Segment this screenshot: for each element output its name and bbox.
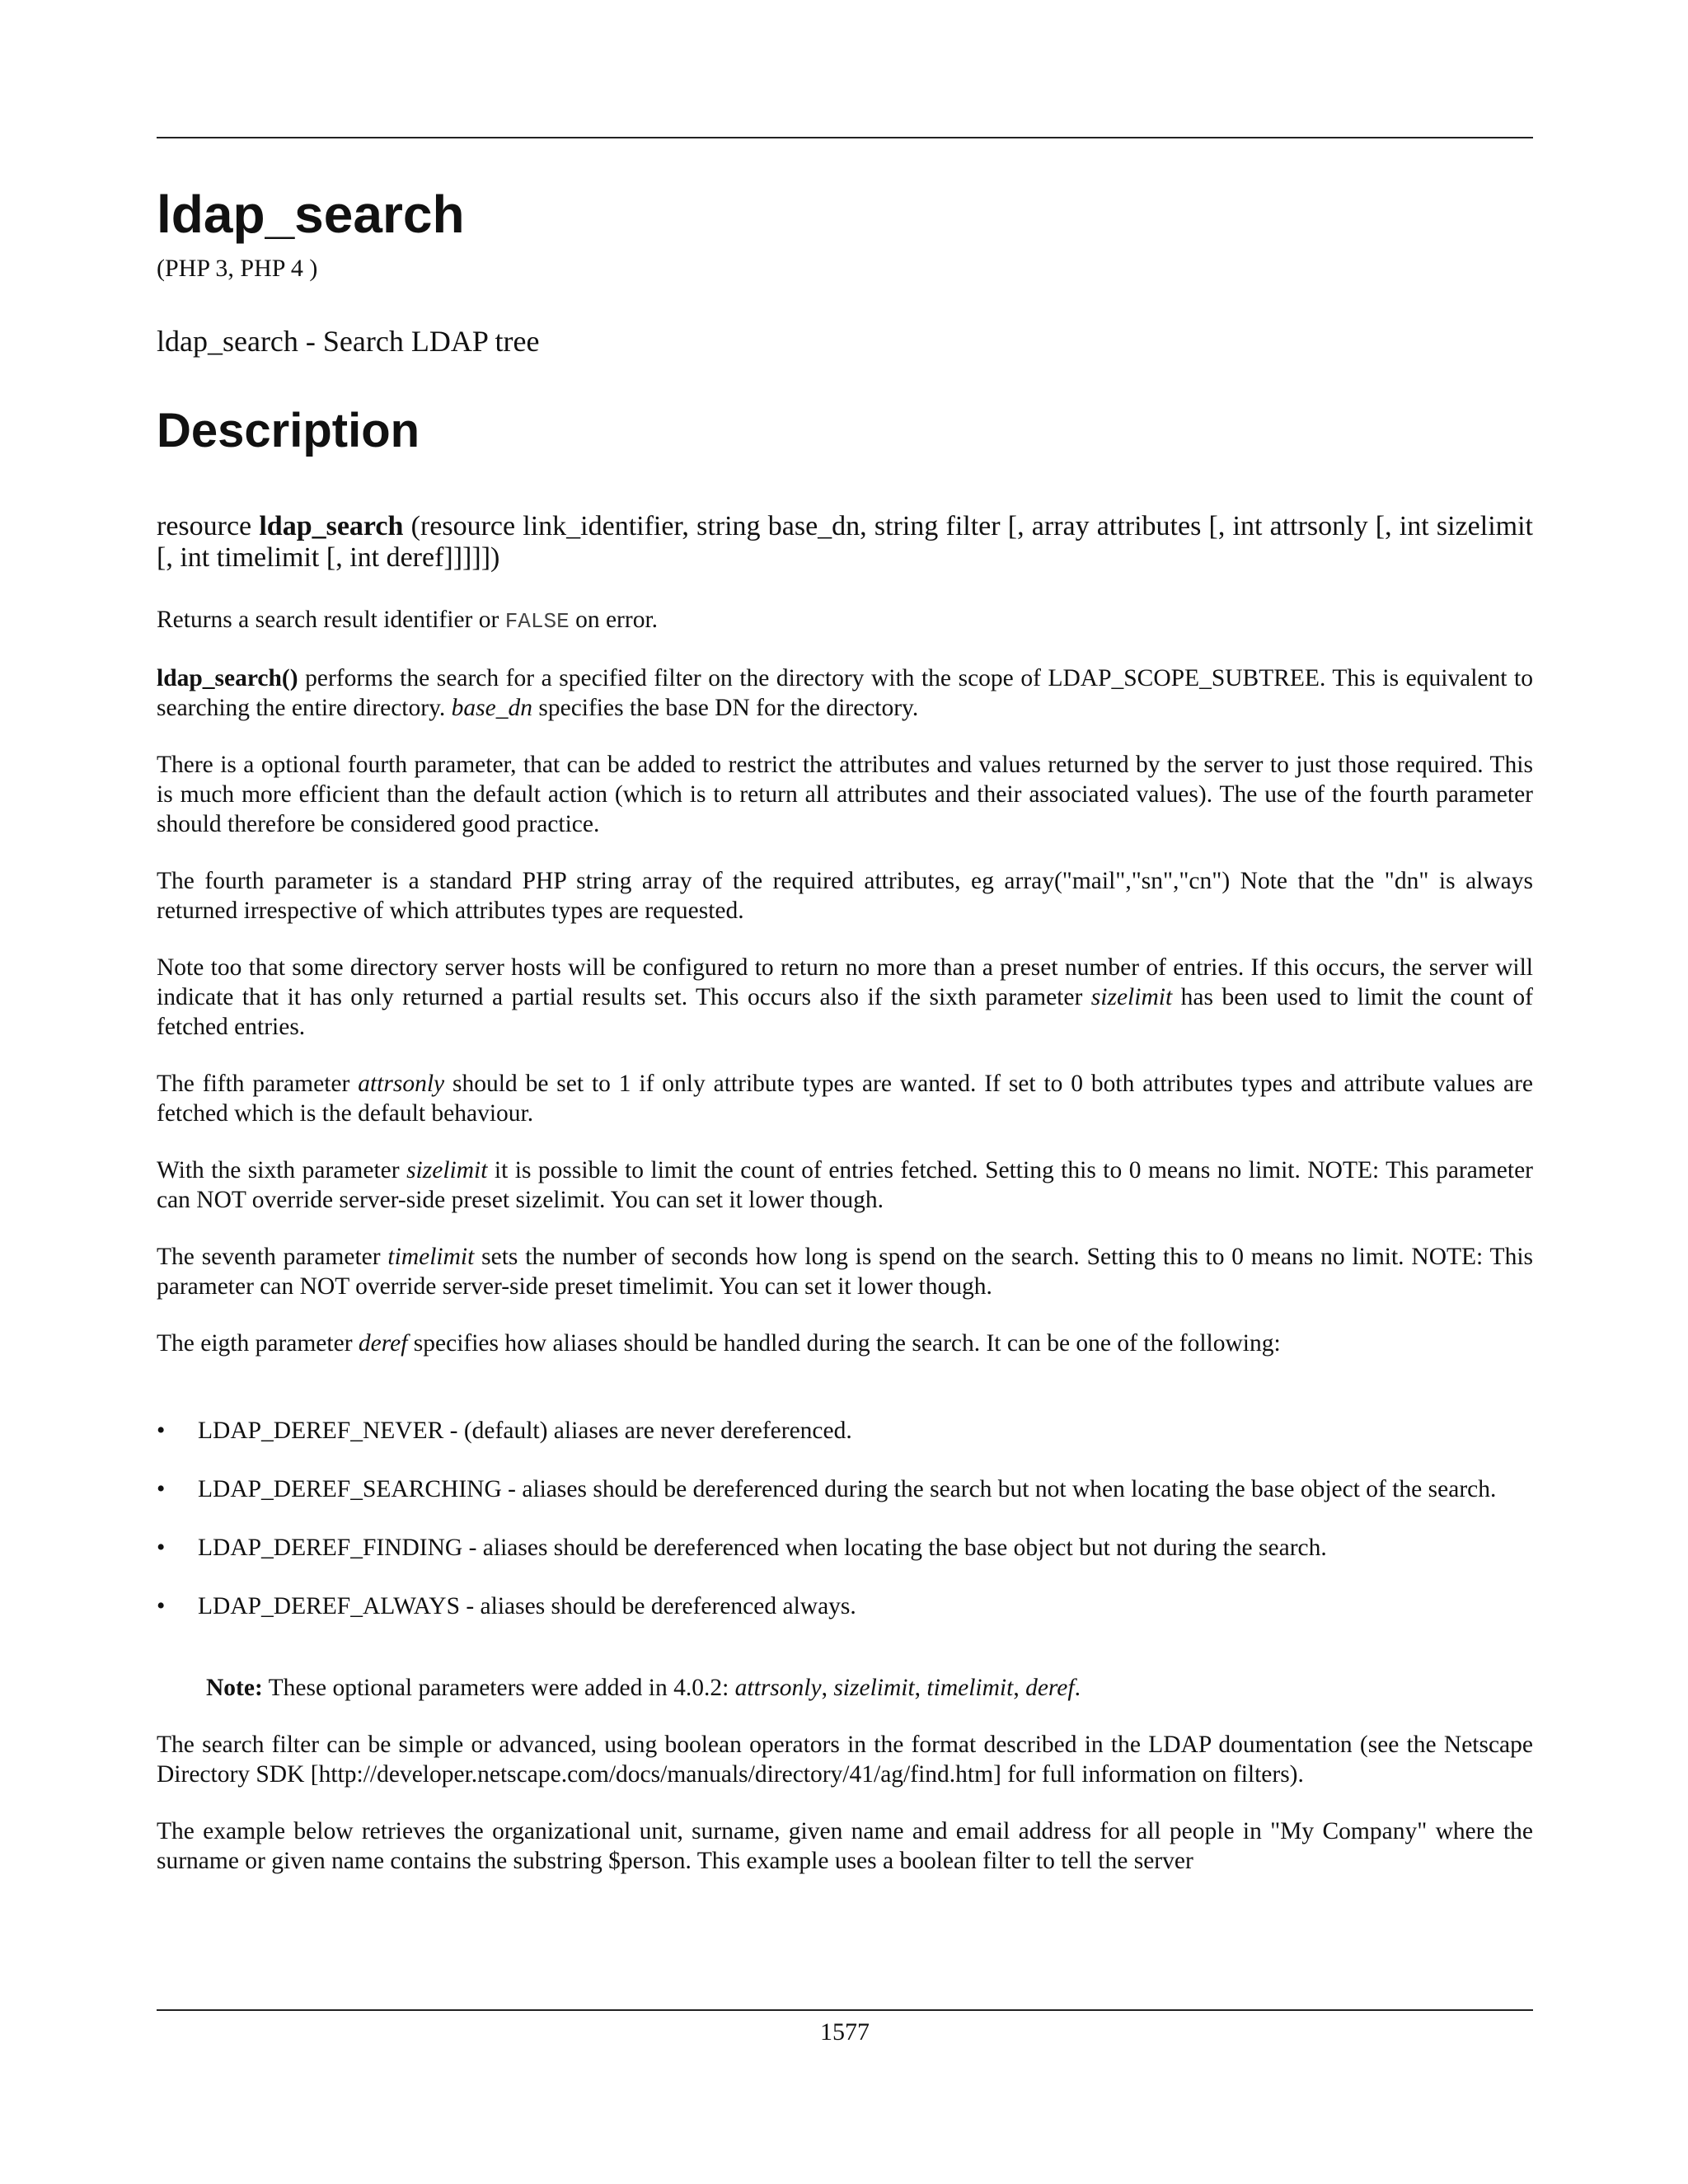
paragraph-sizelimit [157,1155,1533,1215]
param-timelimit: timelimit [387,1244,475,1270]
returns-text-end: on error. [569,607,659,633]
note-end: . [1074,1675,1081,1701]
refname-summary: ldap_search - Search LDAP tree [157,325,540,358]
note-text: These optional parameters were added in 4.0.2: [262,1675,735,1701]
list-item-text: LDAP_DEREF_NEVER - (default) aliases are never dereferenced. [198,1418,852,1444]
paragraph-text: Note too that some directory server hosts will be configured to return no more than a preset number of entries. If this occurs, the server will indicate that it has only returned a partial results set. This occurs also if the sixth parameter [157,954,1533,1010]
deref-options-list [157,1416,1533,1621]
paragraph-text: should be set to 1 if only attribute types are wanted. If set to 0 both attributes types and attribute values are fetched which is the default behaviour. [157,1071,1533,1127]
function-synopsis [157,511,1533,574]
paragraph-text: sets the number of seconds how long is spend on the search. Setting this to 0 means no limit. NOTE: This parameter can NOT override server-side preset timelimit. You can set it lower though. [157,1244,1533,1300]
paragraph-text: performs the search for a specified filter on the directory with the scope of LDAP_SCOPE_SUBTREE. This is equivalent to searching the entire directory. [157,665,1533,721]
paragraph-text: The seventh parameter [157,1244,388,1270]
paragraph-deref [157,1329,1533,1358]
paragraph-search-filter: The search filter can be simple or advanced, using boolean operators in the format described in the LDAP doumentation (see the Netscape Directory SDK [http://developer.netscape.com/docs/manuals/directory/41/ag/find.htm] for full information on filters). [157,1732,1533,1788]
false-constant: FALSE [504,609,570,634]
paragraph-text: specifies how aliases should be handled during the search. It can be one of the following: [407,1330,1281,1357]
bullet-icon: • [157,1418,166,1444]
returns-text: Returns a search result identifier or [157,607,505,633]
param-base-dn: base_dn [451,695,532,721]
description-body [157,605,1533,1903]
function-ref: ldap_search() [157,665,298,691]
paragraph-example-intro: The example below retrieves the organizational unit, surname, given name and email address for all people in "My Company" where the surname or given name contains the substring $person. This example uses a boolean filter to tell the server [157,1818,1533,1874]
list-item [157,1474,1533,1504]
paragraph-text: With the sixth parameter [157,1157,407,1183]
page-number: 1577 [820,2018,870,2046]
returns-paragraph [157,605,1533,636]
paragraph-scope [157,663,1533,723]
list-item [157,1416,1533,1446]
paragraph-fourth-param: There is a optional fourth parameter, that can be added to restrict the attributes and values returned by the server to just those required. This is much more efficient than the default action (which is to return all attributes and their associated values). The use of the fourth parameter should therefore be considered good practice. [157,752,1533,837]
list-item-text: LDAP_DEREF_FINDING - aliases should be dereferenced when locating the base object but not during the search. [198,1535,1327,1561]
header-rule [157,137,1533,138]
php-versions: (PHP 3, PHP 4 ) [157,255,318,282]
separator: , [1013,1675,1026,1701]
param-sizelimit: sizelimit [406,1157,488,1183]
synopsis-return-type: resource [157,511,260,541]
param-attrsonly: attrsonly [358,1071,445,1097]
param-timelimit: timelimit [926,1675,1014,1701]
param-deref: deref [358,1330,408,1357]
synopsis-function-name: ldap_search [259,511,404,541]
list-item [157,1591,1533,1621]
list-item-text: LDAP_DEREF_ALWAYS - aliases should be dereferenced always. [198,1593,856,1619]
note-block [206,1673,1533,1703]
separator: , [821,1675,834,1701]
paragraph-timelimit [157,1242,1533,1301]
param-attrsonly: attrsonly [734,1675,822,1701]
paragraph-text: specifies the base DN for the directory. [532,695,919,721]
param-sizelimit: sizelimit [1090,984,1173,1010]
param-deref: deref [1025,1675,1075,1701]
separator: , [914,1675,927,1701]
footer-rule [157,2009,1533,2011]
page-title: ldap_search [157,185,465,244]
param-sizelimit: sizelimit [833,1675,915,1701]
paragraph-text: The fifth parameter [157,1071,359,1097]
paragraph-attrsonly [157,1069,1533,1128]
list-item [157,1533,1533,1563]
document-page [157,0,1533,2184]
paragraph-preset-entries [157,953,1533,1042]
paragraph-text: it is possible to limit the count of entries fetched. Setting this to 0 means no limit. NOTE: This parameter can NOT override server-side preset sizelimit. You can set it lower though. [157,1157,1533,1213]
note-label: Note: [206,1675,263,1701]
bullet-icon: • [157,1476,166,1502]
paragraph-attributes-array: The fourth parameter is a standard PHP string array of the required attributes, eg array("mail","sn","cn") Note that the "dn" is always returned irrespective of which attributes types are requested. [157,868,1533,924]
bullet-icon: • [157,1593,166,1619]
paragraph-text: has been used to limit the count of fetched entries. [157,984,1533,1040]
list-item-text: LDAP_DEREF_SEARCHING - aliases should be dereferenced during the search but not when locating the base object of the search. [198,1476,1497,1502]
synopsis-params: (resource link_identifier, string base_dn, string filter [, array attributes [, int attrsonly [, int sizelimit [, int timelimit [, int deref]]]]]) [157,511,1533,573]
paragraph-text: The eigth parameter [157,1330,359,1357]
description-heading: Description [157,404,420,457]
bullet-icon: • [157,1535,166,1561]
